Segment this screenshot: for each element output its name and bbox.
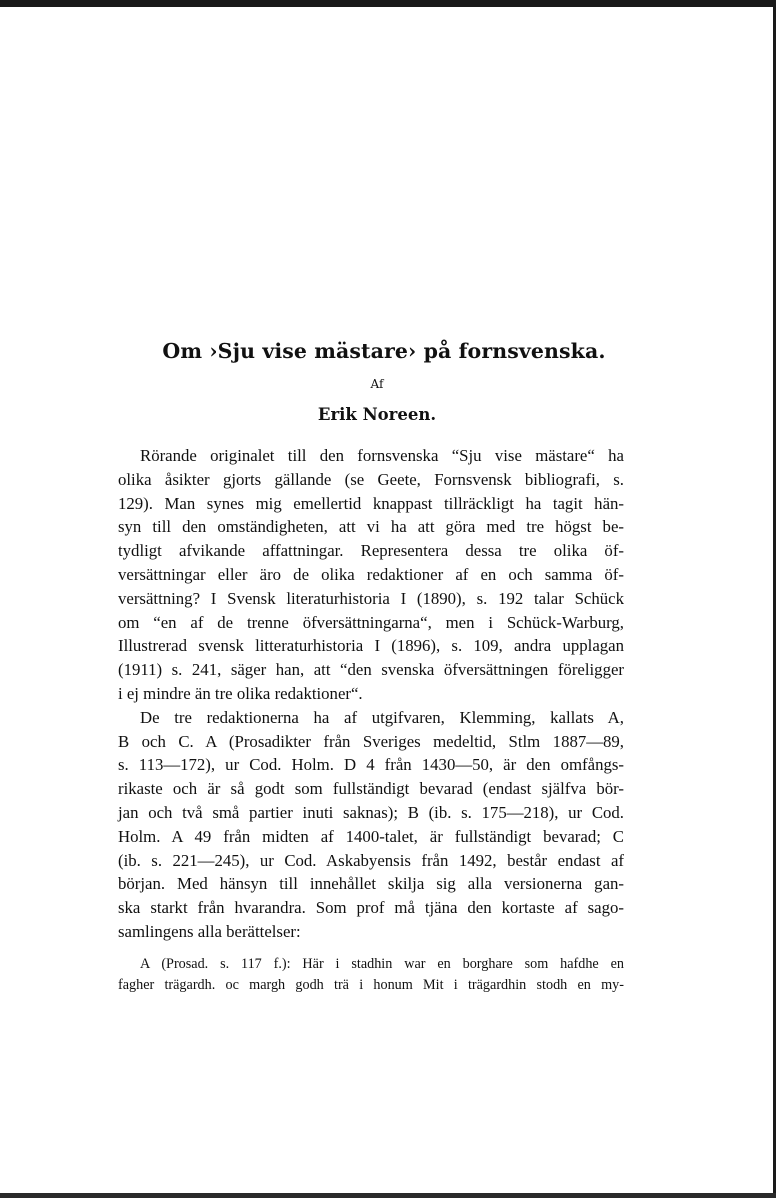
scan-border-top: [0, 0, 776, 7]
quote-line: fagher trägardh. oc margh godh trä i honum Mit i trägardhin stodh en my-: [118, 977, 624, 994]
text-line: jan och två små partier inuti saknas); B (ib. s. 175—218), ur Cod.: [118, 802, 624, 822]
text-line: i ej mindre än tre olika redaktioner“.: [118, 683, 363, 703]
text-line: (1911) s. 241, säger han, att “den svenska öfversättningen föreligger: [118, 660, 624, 680]
text-line: syn till den omständigheten, att vi ha att göra med tre högst be-: [118, 517, 624, 537]
text-line: B och C. A (Prosadikter från Sveriges medeltid, Stlm 1887—89,: [118, 731, 624, 751]
text-line: Holm. A 49 från midten af 1400-talet, är fullständigt bevarad; C: [118, 826, 624, 846]
text-line: (ib. s. 221—245), ur Cod. Askabyensis från 1492, består endast af: [118, 850, 624, 870]
quoted-excerpt: [118, 954, 624, 997]
text-line: om “en af de trenne öfversättningarna“, men i Schück-Warburg,: [118, 612, 624, 632]
paragraph-2: [118, 706, 624, 944]
text-line: Illustrerad svensk litteraturhistoria I (1896), s. 109, andra upplagan: [118, 636, 624, 656]
text-line: Rörande originalet till den fornsvenska “Sju vise mästare“ ha: [140, 446, 624, 465]
page-content: [118, 336, 624, 997]
author-name: Erik Noreen.: [317, 405, 437, 424]
text-line: s. 113—172), ur Cod. Holm. D 4 från 1430—50, är den omfångs-: [118, 755, 624, 775]
text-line: ska starkt från hvarandra. Som prof må tjäna den kortaste af sago-: [118, 898, 624, 918]
text-line: början. Med hänsyn till innehållet skilja sig alla versionerna gan-: [118, 874, 624, 894]
text-line: versättningar eller äro de olika redaktioner af en och samma öf-: [118, 564, 624, 584]
byline-prefix: Af: [370, 377, 384, 391]
text-line: versättning? I Svensk literaturhistoria I (1890), s. 192 talar Schück: [118, 588, 624, 608]
text-line: 129). Man synes mig emellertid knappast tillräckligt ha tagit hän-: [118, 493, 624, 513]
quote-line: A (Prosad. s. 117 f.): Här i stadhin war en borghare som hafdhe en: [140, 955, 624, 972]
scan-border-bottom: [0, 1193, 776, 1198]
text-line: De tre redaktionerna ha af utgifvaren, Klemming, kallats A,: [140, 707, 624, 727]
text-line: tydligt afvikande affattningar. Representera dessa tre olika öf-: [118, 541, 624, 561]
text-line: olika åsikter gjorts gällande (se Geete, Fornsvensk bibliografi, s.: [118, 469, 624, 489]
paragraph-1: [118, 444, 624, 706]
text-line: rikaste och är så godt som fullständigt bevarad (endast själfva bör-: [118, 779, 624, 799]
article-title: Om ›Sju vise mästare› på fornsvenska.: [162, 339, 606, 363]
text-line: samlingens alla berättelser:: [118, 921, 301, 941]
